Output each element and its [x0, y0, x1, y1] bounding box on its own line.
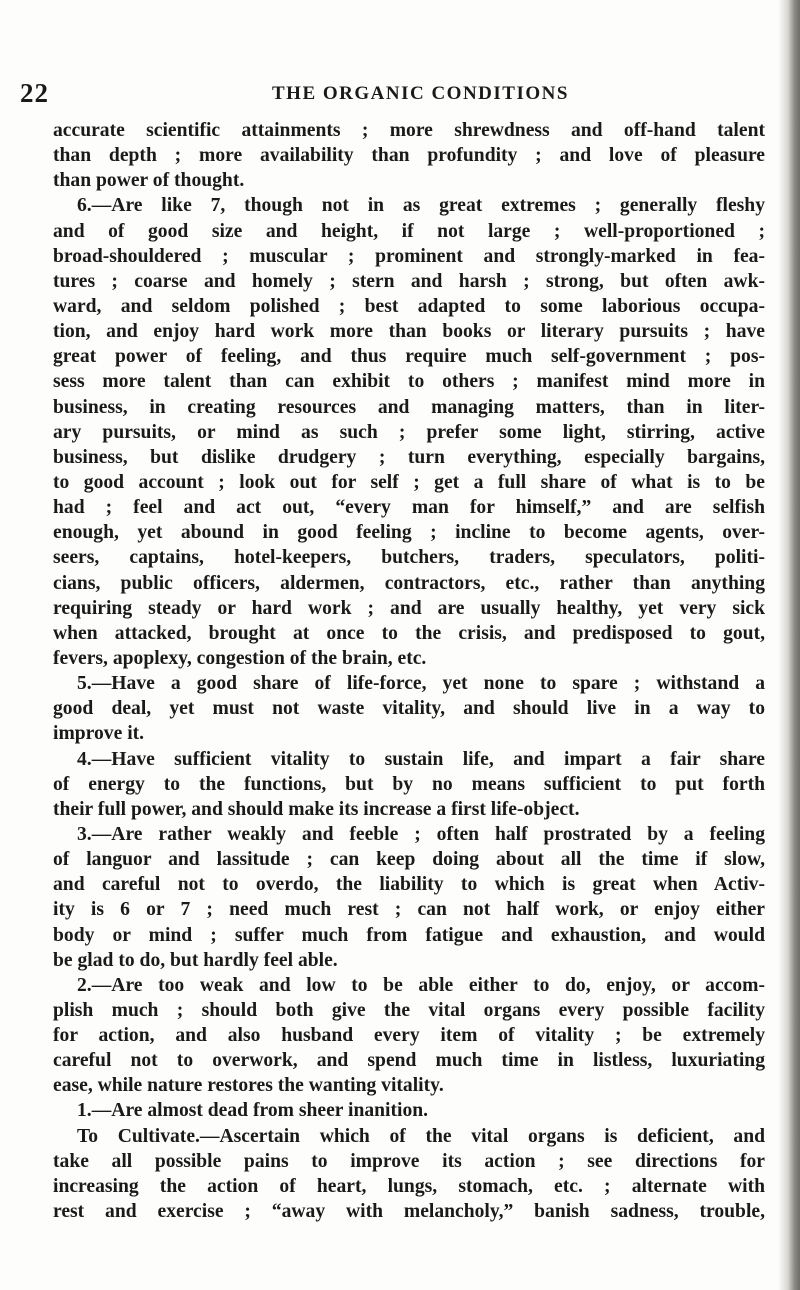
text-line: good deal, yet must not waste vitality, and should live in a way to — [53, 698, 765, 720]
text-line: 1.—Are almost dead from sheer inanition. — [77, 1100, 429, 1122]
text-line: be glad to do, but hardly feel able. — [53, 949, 338, 971]
text-line: requiring steady or hard work ; and are usually healthy, yet very sick — [53, 597, 765, 619]
text-line: business, in creating resources and managing matters, than in liter- — [53, 396, 765, 418]
page-edge-shadow — [778, 0, 800, 1290]
text-line: and of good size and height, if not large ; well-proportioned ; — [53, 220, 765, 242]
text-line: business, but dislike drudgery ; turn everything, especially bargains, — [53, 446, 765, 468]
text-line: cians, public officers, aldermen, contractors, etc., rather than anything — [53, 572, 765, 594]
text-line: body or mind ; suffer much from fatigue and exhaustion, and would — [53, 924, 765, 946]
text-line: of languor and lassitude ; can keep doing about all the time if slow, — [53, 849, 765, 871]
text-line: ease, while nature restores the wanting vitality. — [53, 1075, 444, 1097]
page-header — [20, 78, 780, 112]
text-line: 3.—Are rather weakly and feeble ; often half prostrated by a feeling — [77, 823, 765, 845]
text-line: take all possible pains to improve its action ; see directions for — [53, 1150, 765, 1172]
text-line: of energy to the functions, but by no means sufficient to put forth — [53, 773, 765, 795]
text-line: fevers, apoplexy, congestion of the brain, etc. — [53, 647, 427, 669]
text-line: increasing the action of heart, lungs, stomach, etc. ; alternate with — [53, 1175, 765, 1197]
text-line: 4.—Have sufficient vitality to sustain life, and impart a fair share — [77, 748, 765, 770]
text-line: for action, and also husband every item of vitality ; be extremely — [53, 1025, 765, 1047]
text-line: their full power, and should make its increase a first life-object. — [53, 798, 580, 820]
text-line: when attacked, brought at once to the crisis, and predisposed to gout, — [53, 622, 765, 644]
running-head: THE ORGANIC CONDITIONS — [272, 83, 569, 104]
text-line: to good account ; look out for self ; get a full share of what is to be — [53, 471, 765, 493]
text-line: careful not to overwork, and spend much time in listless, luxuriating — [53, 1050, 765, 1072]
text-line: broad-shouldered ; muscular ; prominent and strongly-marked in fea- — [53, 245, 765, 267]
text-line: accurate scientific attainments ; more shrewdness and off-hand talent — [53, 120, 765, 141]
text-line: rest and exercise ; “away with melancholy,” banish sadness, trouble, — [53, 1201, 765, 1223]
text-line: sess more talent than can exhibit to others ; manifest mind more in — [53, 371, 765, 393]
text-line: ity is 6 or 7 ; need much rest ; can not half work, or enjoy either — [53, 899, 765, 921]
text-line: than power of thought. — [53, 170, 245, 192]
text-line: than depth ; more availability than profundity ; and love of pleasure — [53, 145, 765, 167]
body-text — [53, 118, 765, 1224]
text-line: To Cultivate.—Ascertain which of the vital organs is deficient, and — [77, 1125, 765, 1147]
text-line: 2.—Are too weak and low to be able either to do, enjoy, or accom- — [77, 974, 765, 996]
text-line: improve it. — [53, 723, 145, 745]
text-line: tion, and enjoy hard work more than books or literary pursuits ; have — [53, 321, 765, 343]
text-line: plish much ; should both give the vital organs every possible facility — [53, 999, 765, 1021]
text-line: ward, and seldom polished ; best adapted to some laborious occupa- — [53, 295, 765, 317]
text-line: great power of feeling, and thus require much self-government ; pos- — [53, 346, 765, 368]
text-line: and careful not to overdo, the liability to which is great when Activ- — [53, 874, 765, 896]
page-number: 22 — [20, 78, 49, 108]
text-line: 5.—Have a good share of life-force, yet none to spare ; withstand a — [77, 673, 765, 695]
text-line: 6.—Are like 7, though not in as great extremes ; generally fleshy — [77, 195, 765, 217]
text-line: had ; feel and act out, “every man for himself,” and are selfish — [53, 497, 765, 519]
text-line: enough, yet abound in good feeling ; incline to become agents, over- — [53, 522, 765, 544]
text-line: seers, captains, hotel-keepers, butchers, traders, speculators, politi- — [53, 547, 765, 569]
text-line: ary pursuits, or mind as such ; prefer some light, stirring, active — [53, 421, 765, 443]
text-line: tures ; coarse and homely ; stern and harsh ; strong, but often awk- — [53, 270, 765, 292]
